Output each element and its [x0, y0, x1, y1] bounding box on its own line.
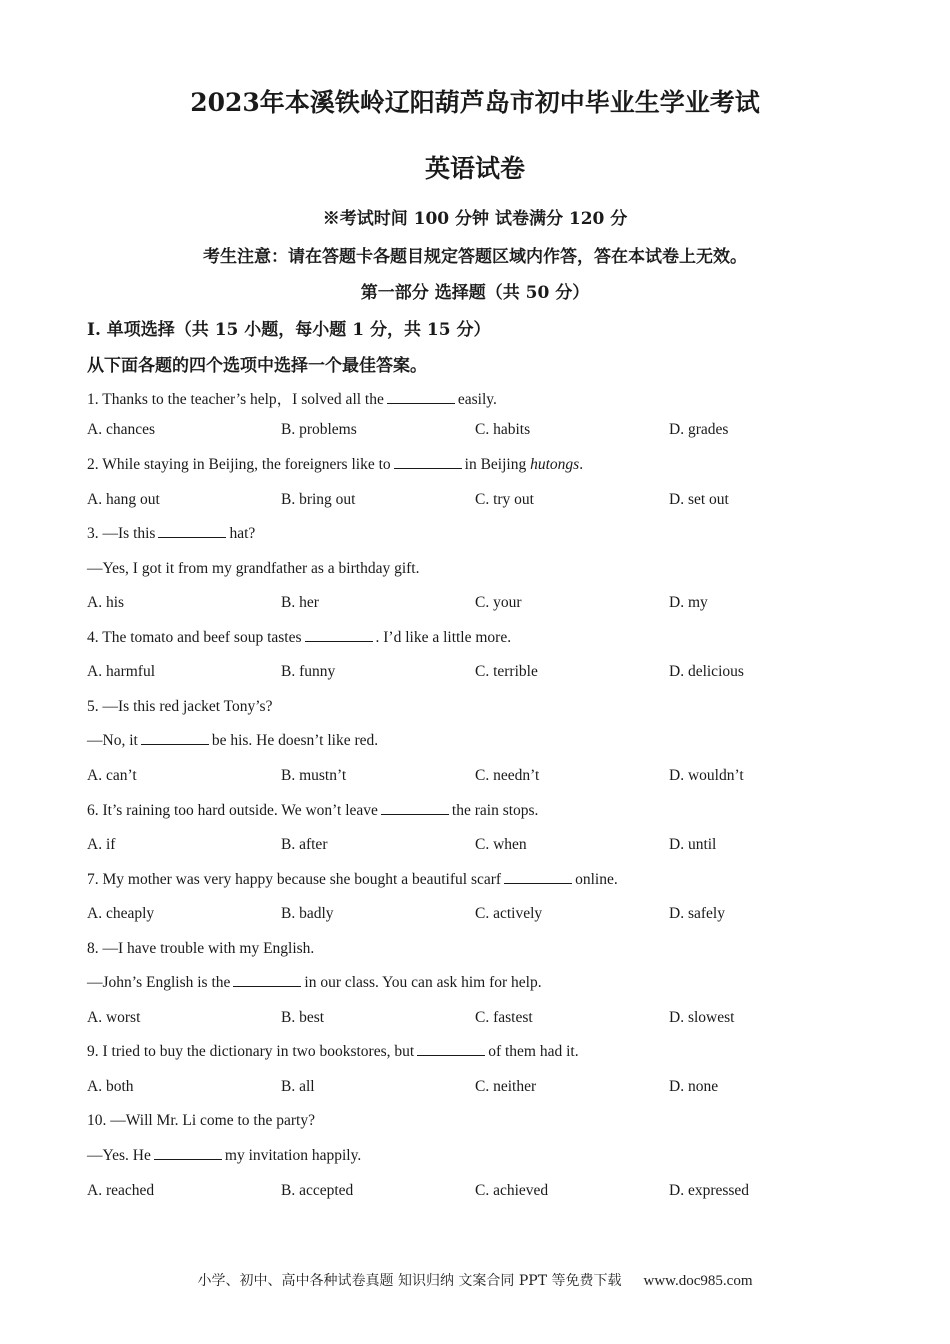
stem-text: —No, it — [87, 732, 138, 749]
stem-text: 3. —Is this — [87, 525, 156, 542]
question-7-option-d: D. safely — [669, 905, 725, 922]
question-6-stem — [87, 802, 538, 820]
question-1-option-d: D. grades — [669, 421, 729, 438]
exam-notice: 考生注意：请在答题卡各题目规定答题区域内作答，答在本试卷上无效。 — [203, 247, 747, 267]
question-6-option-d: D. until — [669, 836, 717, 853]
exam-title: 2023年本溪铁岭辽阳葫芦岛市初中毕业生学业考试 — [190, 88, 760, 117]
question-3-option-a: A. his — [87, 594, 125, 611]
footer-text: 小学、初中、高中各种试卷真题 知识归纳 文案合同 PPT 等免费下载 — [197, 1273, 622, 1289]
answer-blank — [417, 1043, 485, 1056]
question-3-option-c: C. your — [475, 594, 522, 611]
exam-info: ※考试时间 100 分钟 试卷满分 120 分 — [322, 209, 628, 229]
question-8-stem: 8. —I have trouble with my English. — [87, 940, 315, 957]
question-10-stem: 10. —Will Mr. Li come to the party? — [87, 1112, 315, 1129]
question-8-option-d: D. slowest — [669, 1009, 735, 1026]
question-2-option-d: D. set out — [669, 491, 729, 508]
stem-text: hat? — [229, 525, 256, 542]
footer-url[interactable]: www.doc985.com — [643, 1273, 753, 1289]
question-9-option-b: B. all — [281, 1078, 315, 1095]
question-5-option-a: A. can’t — [87, 767, 137, 784]
question-1-option-a: A. chances — [87, 421, 155, 438]
exam-subtitle: 英语试卷 — [424, 154, 525, 183]
question-10-option-b: B. accepted — [281, 1182, 354, 1199]
stem-text: —Yes. He — [87, 1147, 151, 1164]
stem-text: be his. He doesn’t like red. — [211, 732, 379, 749]
stem-text: 4. The tomato and beef soup tastes — [87, 629, 302, 646]
question-4-option-b: B. funny — [281, 663, 336, 680]
answer-blank — [154, 1147, 222, 1160]
stem-text: . I’d like a little more. — [375, 629, 512, 646]
stem-text: —John’s English is the — [87, 974, 231, 991]
question-4-option-a: A. harmful — [87, 663, 156, 680]
question-10-option-c: C. achieved — [475, 1182, 549, 1199]
question-8-reply — [87, 974, 542, 992]
question-7-option-b: B. badly — [281, 905, 334, 922]
question-8-option-c: C. fastest — [475, 1009, 533, 1026]
question-5-option-c: C. needn’t — [475, 767, 540, 784]
question-2-option-b: B. bring out — [281, 491, 356, 508]
question-8-option-b: B. best — [281, 1009, 325, 1026]
question-4-stem — [87, 629, 511, 647]
answer-blank — [233, 974, 301, 987]
answer-blank — [394, 456, 462, 469]
stem-text: in our class. You can ask him for help. — [304, 974, 542, 991]
question-5-option-b: B. mustn’t — [281, 767, 347, 784]
question-6-option-c: C. when — [475, 836, 527, 853]
answer-blank — [141, 732, 209, 745]
answer-blank — [504, 871, 572, 884]
question-3-option-d: D. my — [669, 594, 708, 611]
question-9-option-a: A. both — [87, 1078, 134, 1095]
question-2-option-a: A. hang out — [87, 491, 160, 508]
question-2-stem — [87, 456, 583, 474]
question-3-reply: —Yes, I got it from my grandfather as a birthday gift. — [87, 560, 420, 577]
stem-text: online. — [575, 871, 618, 888]
question-8-option-a: A. worst — [87, 1009, 141, 1026]
question-10-option-d: D. expressed — [669, 1182, 750, 1199]
question-9-option-d: D. none — [669, 1078, 719, 1095]
section-heading: Ⅰ. 单项选择（共 15 小题，每小题 1 分，共 15 分） — [87, 320, 491, 340]
answer-blank — [381, 802, 449, 815]
question-9-option-c: C. neither — [475, 1078, 537, 1095]
question-10-reply — [87, 1147, 361, 1165]
question-1-option-c: C. habits — [475, 421, 531, 438]
stem-text: in Beijing — [464, 456, 527, 473]
stem-text: my invitation happily. — [224, 1147, 362, 1164]
question-7-option-c: C. actively — [475, 905, 543, 922]
question-6-option-a: A. if — [87, 836, 116, 853]
question-2-option-c: C. try out — [475, 491, 534, 508]
question-10-option-a: A. reached — [87, 1182, 155, 1199]
question-4-option-c: C. terrible — [475, 663, 538, 680]
question-7-option-a: A. cheaply — [87, 905, 155, 922]
section-instruction: 从下面各题的四个选项中选择一个最佳答案。 — [87, 356, 427, 376]
question-4-option-d: D. delicious — [669, 663, 744, 680]
question-1-stem — [87, 387, 497, 409]
stem-text: of them had it. — [488, 1043, 579, 1060]
question-5-option-d: D. wouldn’t — [669, 767, 744, 784]
stem-text: 7. My mother was very happy because she bought a beautiful scarf — [87, 871, 502, 888]
question-5-stem: 5. —Is this red jacket Tony’s? — [87, 698, 273, 715]
question-3-option-b: B. her — [281, 594, 319, 611]
stem-text: 2. While staying in Beijing, the foreigners like to — [87, 456, 391, 473]
answer-blank — [158, 525, 226, 538]
stem-italic-text: hutongs — [530, 456, 580, 473]
question-1-option-b: B. problems — [281, 421, 357, 438]
stem-text: 9. I tried to buy the dictionary in two bookstores, but — [87, 1043, 415, 1060]
stem-text: easily. — [457, 391, 497, 408]
question-9-stem — [87, 1043, 579, 1061]
answer-blank — [305, 629, 373, 642]
stem-text: 6. It’s raining too hard outside. We won’t leave — [87, 802, 378, 819]
answer-blank — [387, 391, 455, 404]
question-7-stem — [87, 871, 618, 889]
stem-text: the rain stops. — [451, 802, 539, 819]
question-5-reply — [87, 732, 378, 750]
question-6-option-b: B. after — [281, 836, 328, 853]
stem-text: 1. Thanks to the teacher’s help，I solved all the — [87, 391, 384, 408]
page-footer — [0, 1270, 950, 1290]
stem-text: . — [579, 456, 584, 473]
part-title: 第一部分 选择题（共 50 分） — [360, 283, 590, 303]
question-3-stem — [87, 525, 255, 543]
